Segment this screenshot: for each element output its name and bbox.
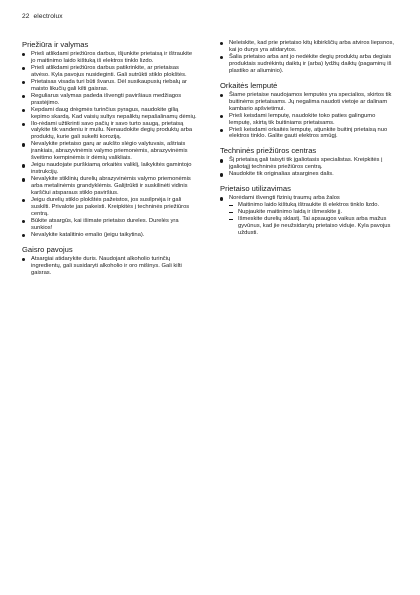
bullet-list-item [220, 113, 395, 127]
item-text: Prieš keisdami orkaitės lemputę, atjunkite buitinį prietaisą nuo elektros tinklo. Galite gauti elektros smūgį. [229, 126, 388, 140]
item-text: Maitinimo laido kištuką ištraukite iš elektros tinklo lizdo. [238, 202, 380, 209]
bullet-icon [22, 95, 25, 98]
dash-icon [229, 212, 233, 213]
bullet-list-item [22, 162, 197, 176]
bullet-list-item [220, 157, 395, 171]
bullet-list-item [220, 127, 395, 141]
bullet-icon [220, 56, 223, 59]
item-list [220, 195, 395, 237]
bullet-list-item [22, 121, 197, 142]
section-heading: Gaisro pavojus [22, 244, 73, 254]
section-prietaiso-utilizavimas [220, 184, 395, 237]
section-continued [220, 40, 395, 75]
bullet-list-item [22, 93, 197, 107]
item-text: Prieš atlikdami priežiūros darbus, išjunkite prietaisą ir ištraukite jo maitinimo laido kištuką iš elektros tinklo lizdo. [31, 51, 193, 64]
bullet-list-item [22, 232, 197, 239]
section-gaisro-pavojus [22, 245, 197, 277]
bullet-icon [22, 109, 25, 112]
bullet-icon [22, 178, 25, 181]
bullet-list-item [22, 141, 197, 162]
item-text: Prieš atlikdami priežiūros darbus patikrinkite, ar prietaisas atvėso. Kyla pavojus nusideginti. Gali sutrūkti stiklo plokštės. [31, 64, 187, 78]
bullet-icon [22, 143, 25, 146]
item-text: Nevalykite stiklinių durelių abrazyvinėmis valymo priemonėmis arba metalinėmis grandyklėmis. Galiįtrūkti ir suskilinėti vidinis karščiui atsparaus stiklo paviršius. [31, 176, 191, 197]
item-text: Jeigu naudojate purškiamą orkaitės valiklį, laikykitės gamintojo instrukcijų. [31, 162, 192, 176]
dash-list-item [220, 209, 395, 216]
bullet-icon [220, 197, 223, 200]
bullet-icon [22, 258, 25, 261]
item-list [22, 51, 197, 239]
bullet-icon [22, 67, 25, 70]
section-heading: Priežiūra ir valymas [22, 40, 89, 49]
item-text: Nevalykite prietaiso garų ar aukšto slėgio valytuvais, aštriais įrankiais, abrazyvinėmis valymo priemonėmis, abrazyvinėmis šveitimo kempinėmis ir dėmių valikliais. [31, 141, 188, 162]
bullet-icon [220, 42, 223, 45]
right-column [220, 40, 395, 243]
item-list [220, 40, 395, 75]
page-header [22, 13, 63, 20]
item-text: Šiame prietaise naudojamos lemputės yra specialios, skirtos tik buitinėms prietaisams. Jų negalima naudoti vietoje ar dalinam kambario apšvietimui. [229, 91, 392, 112]
bullet-list-item [22, 197, 197, 218]
bullet-list-item [22, 65, 197, 79]
bullet-icon [22, 123, 25, 126]
bullet-list-item [22, 218, 197, 232]
dash-list-item [220, 216, 395, 237]
item-text: Naudokite tik originalias atsargines dalis. [229, 171, 334, 178]
section-heading: Prietaiso utilizavimas [220, 184, 291, 194]
bullet-icon [22, 164, 25, 167]
bullet-icon [22, 53, 25, 56]
bullet-icon [22, 234, 25, 237]
bullet-icon [22, 220, 25, 223]
dash-icon [229, 205, 233, 206]
bullet-list-item [22, 79, 197, 93]
bullet-list-item [22, 176, 197, 197]
bullet-list-item [220, 92, 395, 113]
item-text: Šalia prietaiso arba ant jo nedėkite degių produktų arba degiais produktais sudrėkintų daiktų ir (arba) lydžių daiktų (pagaminų iš plastiko ar aliuminio). [229, 53, 392, 74]
item-text: Nupjaukite maitinimo laidą ir išmeskite jį. [238, 209, 343, 216]
item-text: Atsargiai atidarykite duris. Naudojant alkoholio turinčių ingredientų, gali susidaryti alkoholio ir oro mišinys. Gali kilti gaisras. [31, 255, 182, 276]
bullet-list-item [220, 171, 395, 178]
item-list [220, 157, 395, 178]
left-column [22, 40, 197, 283]
item-text: Ilo-rėdami užtikrinti savo pačių ir savo turto saugą, prietaisą valykite tik vandeniu ir muilu. Nenaudokite degių produktų arba produktų, kurie gali sukelti koroziją. [31, 120, 193, 141]
item-text: Nevalykite katalitinio emalio (jeigu taikytina). [31, 231, 145, 238]
dash-list-item [220, 202, 395, 209]
item-text: Šį prietaisą gali taisyti tik įgaliotasis specialistas. Kreipkitės į įgaliotąjį techninės priežiūros centrą. [229, 157, 383, 171]
dash-icon [229, 219, 233, 220]
bullet-icon [220, 115, 223, 118]
item-text: Būkite atsargūs, kai išimate prietaiso dureles. Durelės yra sunkios! [31, 217, 179, 231]
bullet-list-item [22, 256, 197, 277]
item-list [220, 92, 395, 141]
section-heading: Orkaitės lemputė [220, 80, 278, 90]
section-prieziura-ir-valymas [22, 40, 197, 239]
bullet-list-item [220, 54, 395, 75]
item-text: Reguliarus valymas padeda išvengti paviršiaus medžiagos prastėjimo. [31, 92, 182, 106]
bullet-icon [220, 159, 223, 162]
item-text: Prieš keisdami lemputę, naudokite toko paties galingumo lemputę, skirtą tik buitiniams prietaisams. [229, 112, 376, 126]
item-text: Prietaisas visada turi būti švarus. Dėl susikaupusių riebalų ar maisto likučių gali kilti gaisras. [31, 78, 187, 92]
section-orkaites-lempute [220, 81, 395, 141]
bullet-list-item [22, 107, 197, 121]
bullet-list-item [220, 40, 395, 54]
item-text: Jeigu durelių stiklo plokštės pažeistos, jos susilpnėja ir gali suskilti. Privalote jas pakeisti. Kreipkitės į techninės priežiūros centrą. [31, 197, 190, 217]
bullet-icon [220, 94, 223, 97]
section-heading: Techninės priežiūros centras [220, 146, 317, 156]
bullet-list-item [220, 195, 395, 202]
item-list [22, 256, 197, 277]
bullet-icon [220, 129, 223, 132]
item-text: Išmeskite durelių sklastį. Tai apsaugos vaikus arba mažus gyvūnus, kad jie neužsidarytų prietaiso viduje. Kyla pavojus uždusti. [238, 216, 391, 237]
item-text: Neleiskite, kad prie prietaiso kitų kibirkščių arba atviros liepsnos, kai jo durys yra atidarytos. [229, 40, 394, 53]
bullet-icon [220, 173, 223, 176]
bullet-icon [22, 199, 25, 202]
item-text: Norėdami išvengti fizinių traumų arba žalos [229, 195, 340, 202]
brand-name: electrolux [33, 13, 63, 20]
section-technines-prieziuros-centras [220, 146, 395, 178]
bullet-list-item [22, 51, 197, 65]
page-number: 22 [22, 13, 30, 20]
bullet-icon [22, 81, 25, 84]
item-text: Kepdami daug drėgmės turinčius pyragus, naudokite gilią kepimo skardą. Kad vaisių sultys nepaliktų nepašalinamų dėmių. [31, 106, 197, 120]
